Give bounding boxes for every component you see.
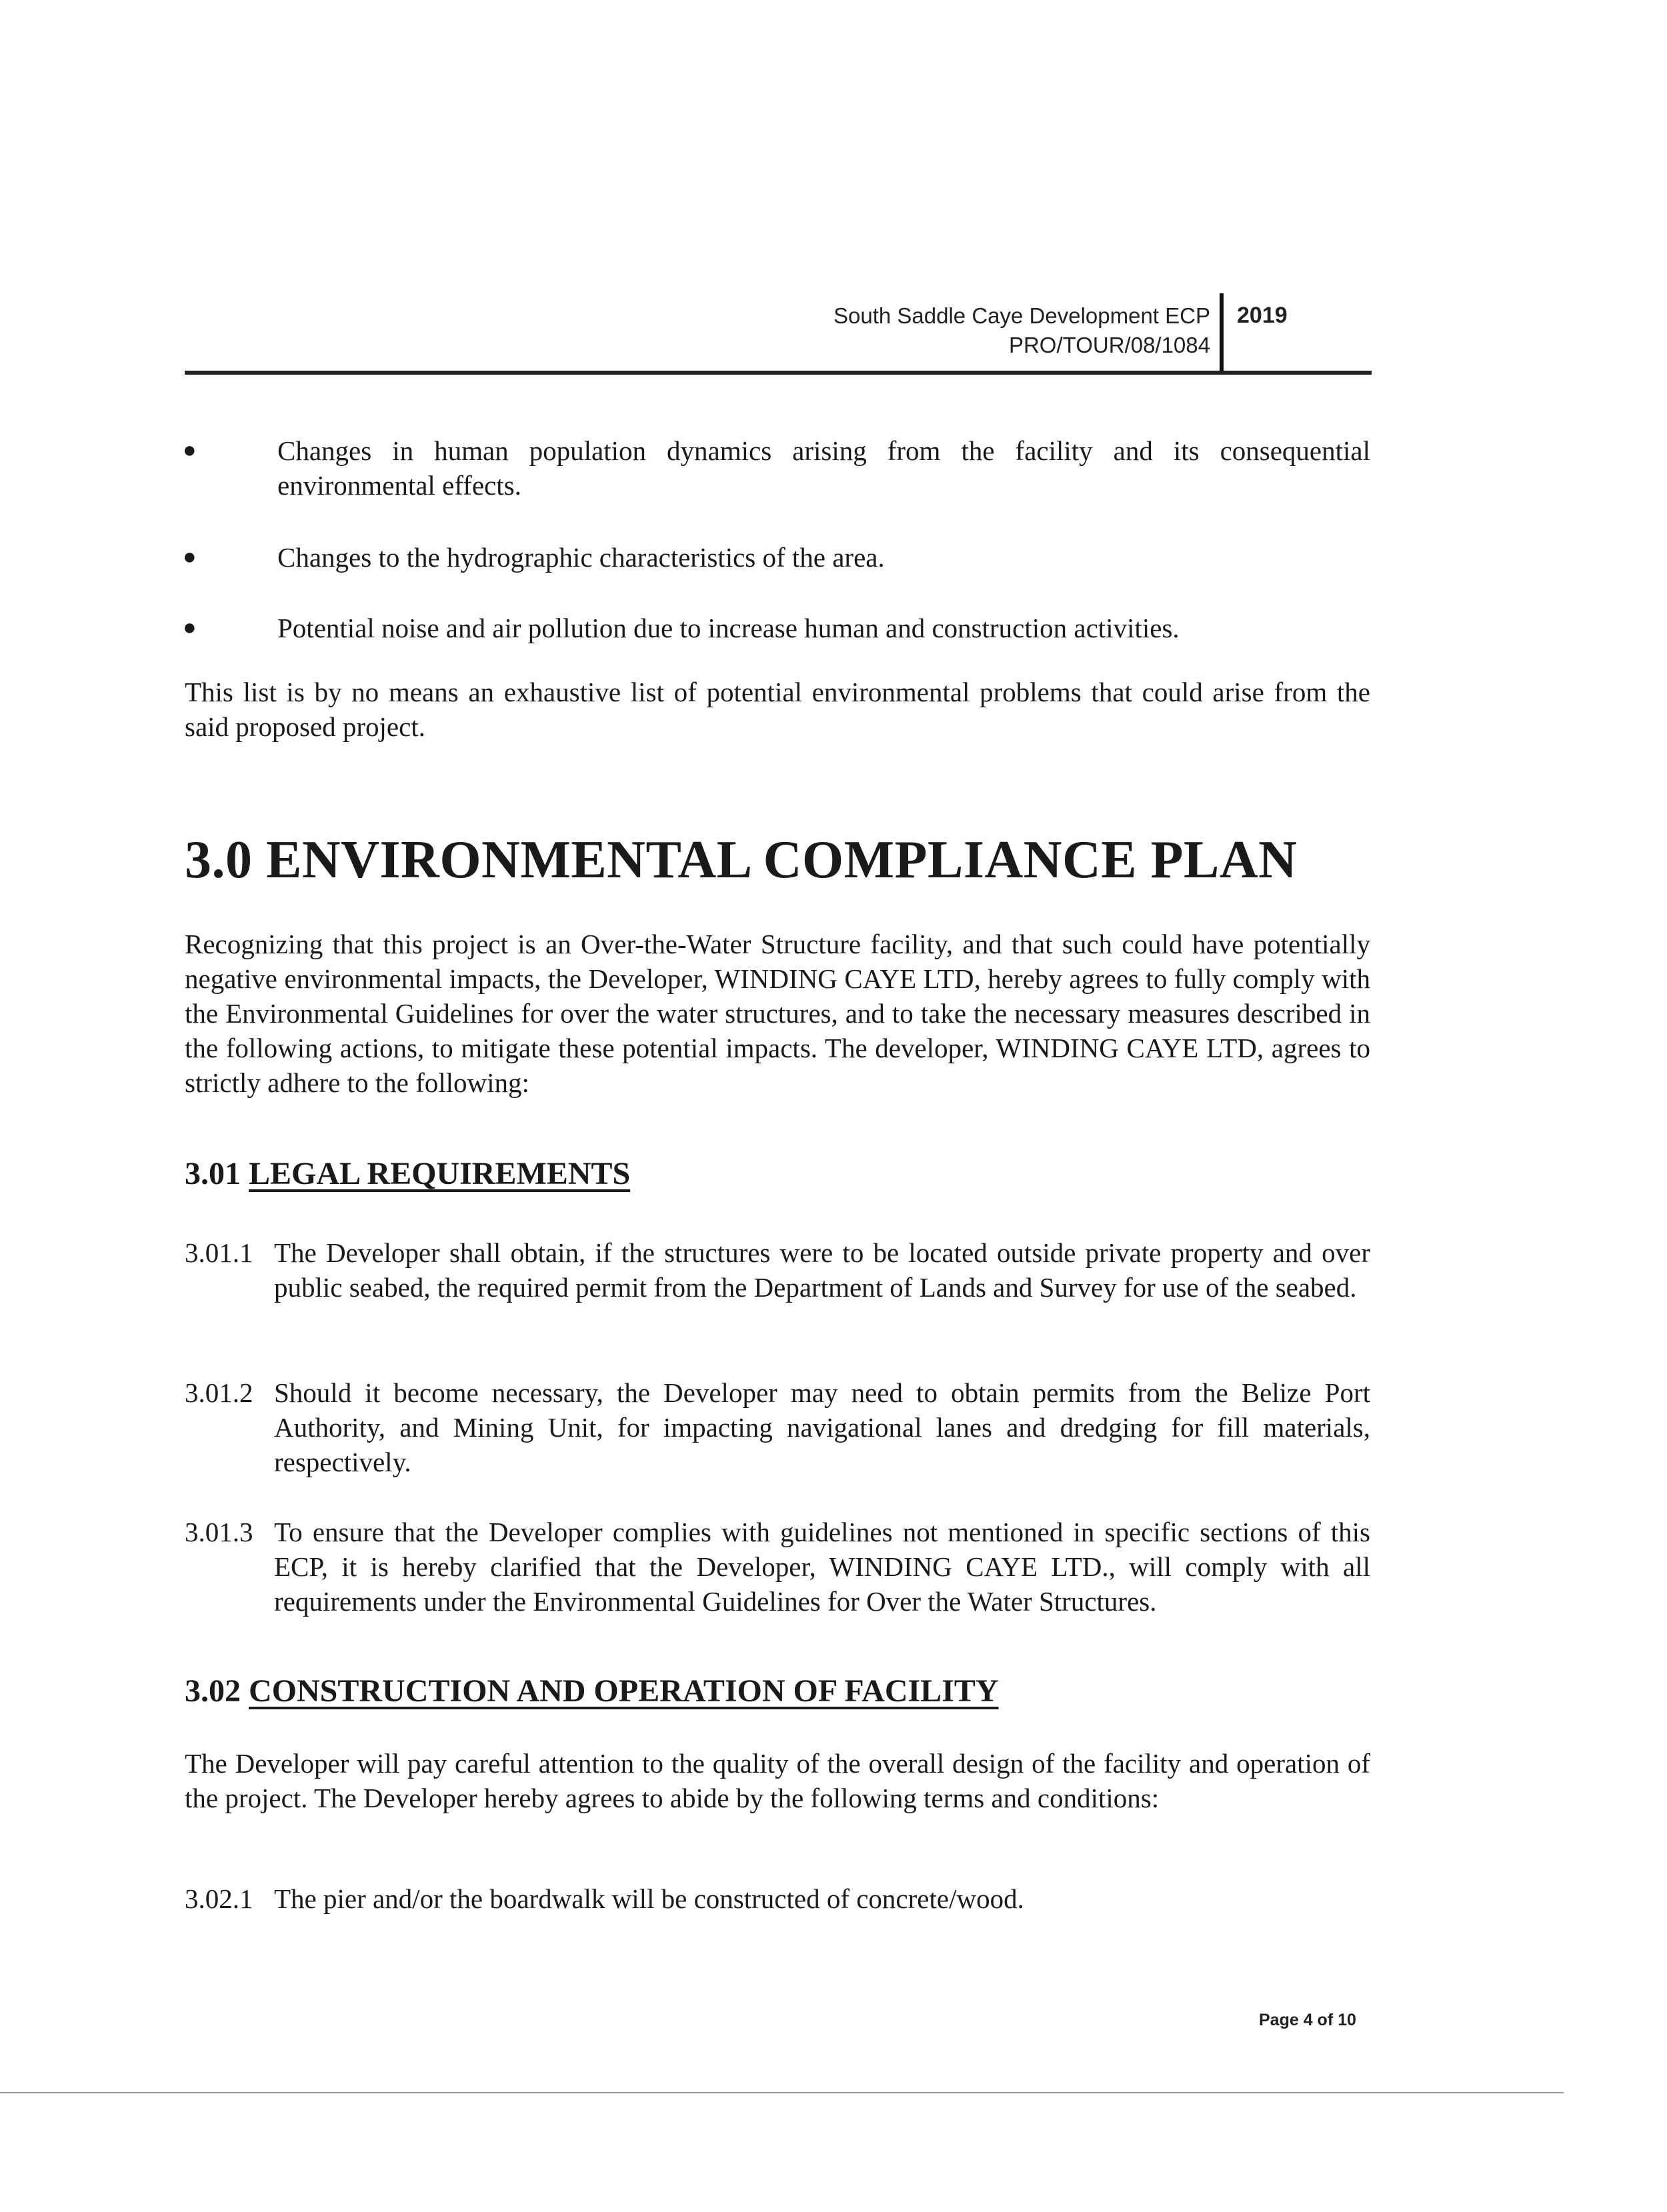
bullet-item: Changes in human population dynamics arising from the facility and its consequential environmental effects. bbox=[277, 435, 1370, 501]
item-number: 3.01.1 bbox=[185, 1237, 253, 1268]
item-number: 3.01.2 bbox=[185, 1377, 253, 1408]
subsection-intro-paragraph: The Developer will pay careful attention to the quality of the overall design of the facility and operation of the project. The Developer hereby agrees to abide by the following terms and conditions: bbox=[185, 1748, 1370, 1813]
section-title: ENVIRONMENTAL COMPLIANCE PLAN bbox=[266, 831, 1298, 889]
document-header bbox=[700, 301, 1210, 360]
subsection-title: LEGAL REQUIREMENTS bbox=[249, 1156, 631, 1191]
item-text: The pier and/or the boardwalk will be constructed of concrete/wood. bbox=[274, 1883, 1024, 1914]
bullet-dot: ● bbox=[183, 438, 197, 463]
item-text: Should it become necessary, the Developer may need to obtain permits from the Belize Port Authority, and Mining Unit, for impacting navigational lanes and dredging for fill materials, respectively. bbox=[274, 1377, 1370, 1477]
page-number: Page 4 of 10 bbox=[1259, 2011, 1356, 2029]
header-title: South Saddle Caye Development ECP bbox=[833, 303, 1210, 328]
section-heading bbox=[185, 830, 1297, 891]
item-text: The Developer shall obtain, if the structures were to be located outside private property and over public seabed, the required permit from the Department of Lands and Survey for use of the seabed. bbox=[274, 1237, 1370, 1303]
bullet-dot: ● bbox=[183, 545, 197, 569]
item-number: 3.02.1 bbox=[185, 1883, 253, 1914]
bullet-item: Changes to the hydrographic characteristics of the area. bbox=[277, 542, 885, 573]
bullet-item: Potential noise and air pollution due to increase human and construction activities. bbox=[277, 613, 1180, 643]
header-reference: PRO/TOUR/08/1084 bbox=[1008, 333, 1210, 357]
subsection-number: 3.02 bbox=[185, 1673, 241, 1709]
subsection-title: CONSTRUCTION AND OPERATION OF FACILITY bbox=[249, 1673, 999, 1709]
section-number: 3.0 bbox=[185, 831, 253, 889]
item-number: 3.01.3 bbox=[185, 1517, 253, 1547]
subsection-heading-construction bbox=[185, 1673, 999, 1709]
summary-paragraph: This list is by no means an exhaustive list of potential environmental problems that could arise from the said proposed project. bbox=[185, 677, 1370, 742]
bottom-scan-line bbox=[0, 2092, 1564, 2093]
item-text: To ensure that the Developer complies with guidelines not mentioned in specific sections of this ECP, it is hereby clarified that the Developer, WINDING CAYE LTD., will comply with all requirements under the Environmental Guidelines for Over the Water Structures. bbox=[274, 1517, 1370, 1617]
section-intro-paragraph: Recognizing that this project is an Over-the-Water Structure facility, and that such could have potentially negative environmental impacts, the Developer, WINDING CAYE LTD, hereby agrees to fully comply with the Environmental Guidelines for over the water structures, and to take the necessary measures described in the following actions, to mitigate these potential impacts. The developer, WINDING CAYE LTD, agrees to strictly adhere to the following: bbox=[185, 929, 1370, 1098]
subsection-heading-legal bbox=[185, 1155, 630, 1192]
header-rule bbox=[185, 371, 1372, 375]
header-divider bbox=[1220, 293, 1224, 375]
bullet-dot: ● bbox=[183, 615, 197, 640]
subsection-number: 3.01 bbox=[185, 1156, 241, 1191]
header-year: 2019 bbox=[1237, 303, 1288, 328]
